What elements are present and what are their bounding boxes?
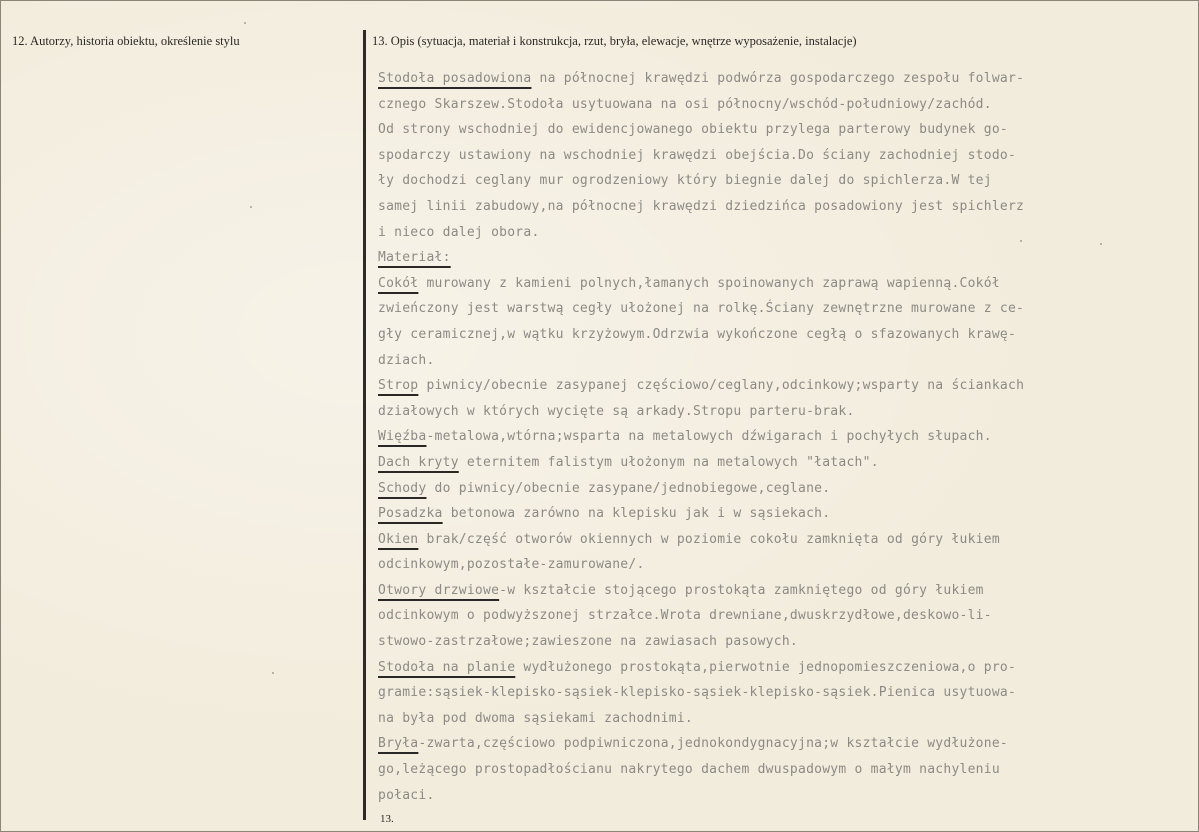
line-text: odcinkowym o podwyższonej strzałce.Wrota drewniane,dwuskrzydłowe,deskowo-li- [378,608,992,624]
underlined-heading: Stodoła posadowiona [378,71,532,86]
underlined-heading: Cokół [378,275,419,291]
paper-speck [244,22,246,24]
underlined-heading: Stodoła na planie [378,659,516,675]
line-text: piwnicy/obecnie zasypanej częściowo/ceglany,odcinkowy;wsparty na ściankach [418,378,1025,394]
underlined-heading: Otwory drzwiowe [378,582,500,598]
text-line [378,399,1178,425]
line-text: stwowo-zastrzałowe;zawieszone na zawiasach pasowych. [378,634,798,650]
underlined-heading: Strop [378,378,419,394]
line-text: eternitem falistym ułożonym na metalowych "łatach". [458,454,879,470]
page-marker: 13. [380,813,394,825]
text-line [378,194,1178,220]
line-text: -zwarta,częściowo podpiwniczona,jednokondygnacyjna;w kształcie wydłużone- [418,736,1008,752]
paper-speck [272,672,274,674]
text-line [378,143,1178,169]
line-text: na północnej krawędzi podwórza gospodarczego zespołu folwar- [531,71,1025,86]
line-text: gramie:sąsiek-klepisko-sąsiek-klepisko-sąsiek-klepisko-sąsiek.Pienica usytuowa- [378,685,1017,701]
text-line [378,220,1178,246]
text-line [378,501,1178,527]
text-line [378,373,1178,399]
underlined-heading: Więźba [378,429,427,445]
line-text: i nieco dalej obora. [378,224,540,240]
line-text: Od strony wschodniej do ewidencjowanego obiektu przylega parterowy budynek go- [378,122,1008,138]
text-line [378,527,1178,553]
text-line [378,552,1178,578]
line-text: betonowa zarówno na klepisku jak i w sąsiekach. [442,506,831,522]
line-text: gły ceramicznej,w wątku krzyżowym.Odrzwia wykończone cegłą o sfazowanych krawę- [378,326,1017,342]
text-line [378,680,1178,706]
section-12-header: 12. Autorzy, historia obiektu, określenie stylu [12,34,240,48]
column-divider [363,30,366,820]
underlined-heading: Posadzka [378,506,443,522]
line-text: samej linii zabudowy,na północnej krawędzi dziedzińca posadowiony jest spichlerz [378,198,1025,214]
text-line [378,603,1178,629]
text-line [378,168,1178,194]
text-line [378,450,1178,476]
text-line [378,476,1178,502]
line-text: ły dochodzi ceglany mur ogrodzeniowy który biegnie dalej do spichlerza.W tej [378,173,992,189]
line-text: go,leżącego prostopadłościanu nakrytego dachem dwuspadowym o małym nachyleniu [378,762,1000,778]
text-line [378,245,1178,271]
line-text: na była pod dwoma sąsiekami zachodnimi. [378,710,693,726]
line-text: spodarczy ustawiony na wschodniej krawędzi obejścia.Do ściany zachodniej stodo- [378,147,1017,163]
text-line [378,92,1178,118]
underlined-heading: Dach kryty [378,454,459,470]
underlined-heading: Bryła [378,736,419,752]
section-13-header: 13. Opis (sytuacja, materiał i konstrukcja, rzut, bryła, elewacje, wnętrze wyposażenie, instalacje) [372,34,857,48]
paper-speck [250,206,252,208]
text-line [378,655,1178,681]
line-text: działowych w których wycięte są arkady.Stropu parteru-brak. [378,403,855,419]
text-line [378,424,1178,450]
text-line [378,117,1178,143]
text-line [378,578,1178,604]
line-text: połaci. [378,787,435,803]
line-text: -w kształcie stojącego prostokąta zamkniętego od góry łukiem [499,582,984,598]
underlined-heading: Okien [378,531,419,547]
text-line [378,271,1178,297]
line-text: wydłużonego prostokąta,pierwotnie jednopomieszczeniowa,o pro- [515,659,1017,675]
line-text: -metalowa,wtórna;wsparta na metalowych dźwigarach i pochyłych słupach. [426,429,992,445]
line-text: brak/część otworów okiennych w poziomie cokołu zamknięta od góry łukiem [418,531,1000,547]
paper-speck [1100,243,1102,245]
underlined-heading: Materiał: [378,250,451,266]
text-line [378,783,1178,809]
underlined-heading: Schody [378,480,427,496]
line-text: dziach. [378,352,435,368]
line-text: odcinkowym,pozostałe-zamurowane/. [378,557,645,573]
text-line [378,296,1178,322]
text-line [378,629,1178,655]
paper-speck [1020,240,1022,242]
line-text: cznego Skarszew.Stodoła usytuowana na osi północny/wschód-południowy/zachód. [378,96,992,112]
text-line [378,731,1178,757]
text-line [378,66,1178,92]
text-line [378,322,1178,348]
text-line [378,706,1178,732]
line-text: zwieńczony jest warstwą cegły ułożonej na rolkę.Ściany zewnętrzne murowane z ce- [378,301,1025,317]
description-text [378,66,1178,808]
line-text: murowany z kamieni polnych,łamanych spoinowanych zaprawą wapienną.Cokół [418,275,1000,291]
line-text: do piwnicy/obecnie zasypane/jednobiegowe,ceglane. [426,480,831,496]
text-line [378,348,1178,374]
text-line [378,757,1178,783]
